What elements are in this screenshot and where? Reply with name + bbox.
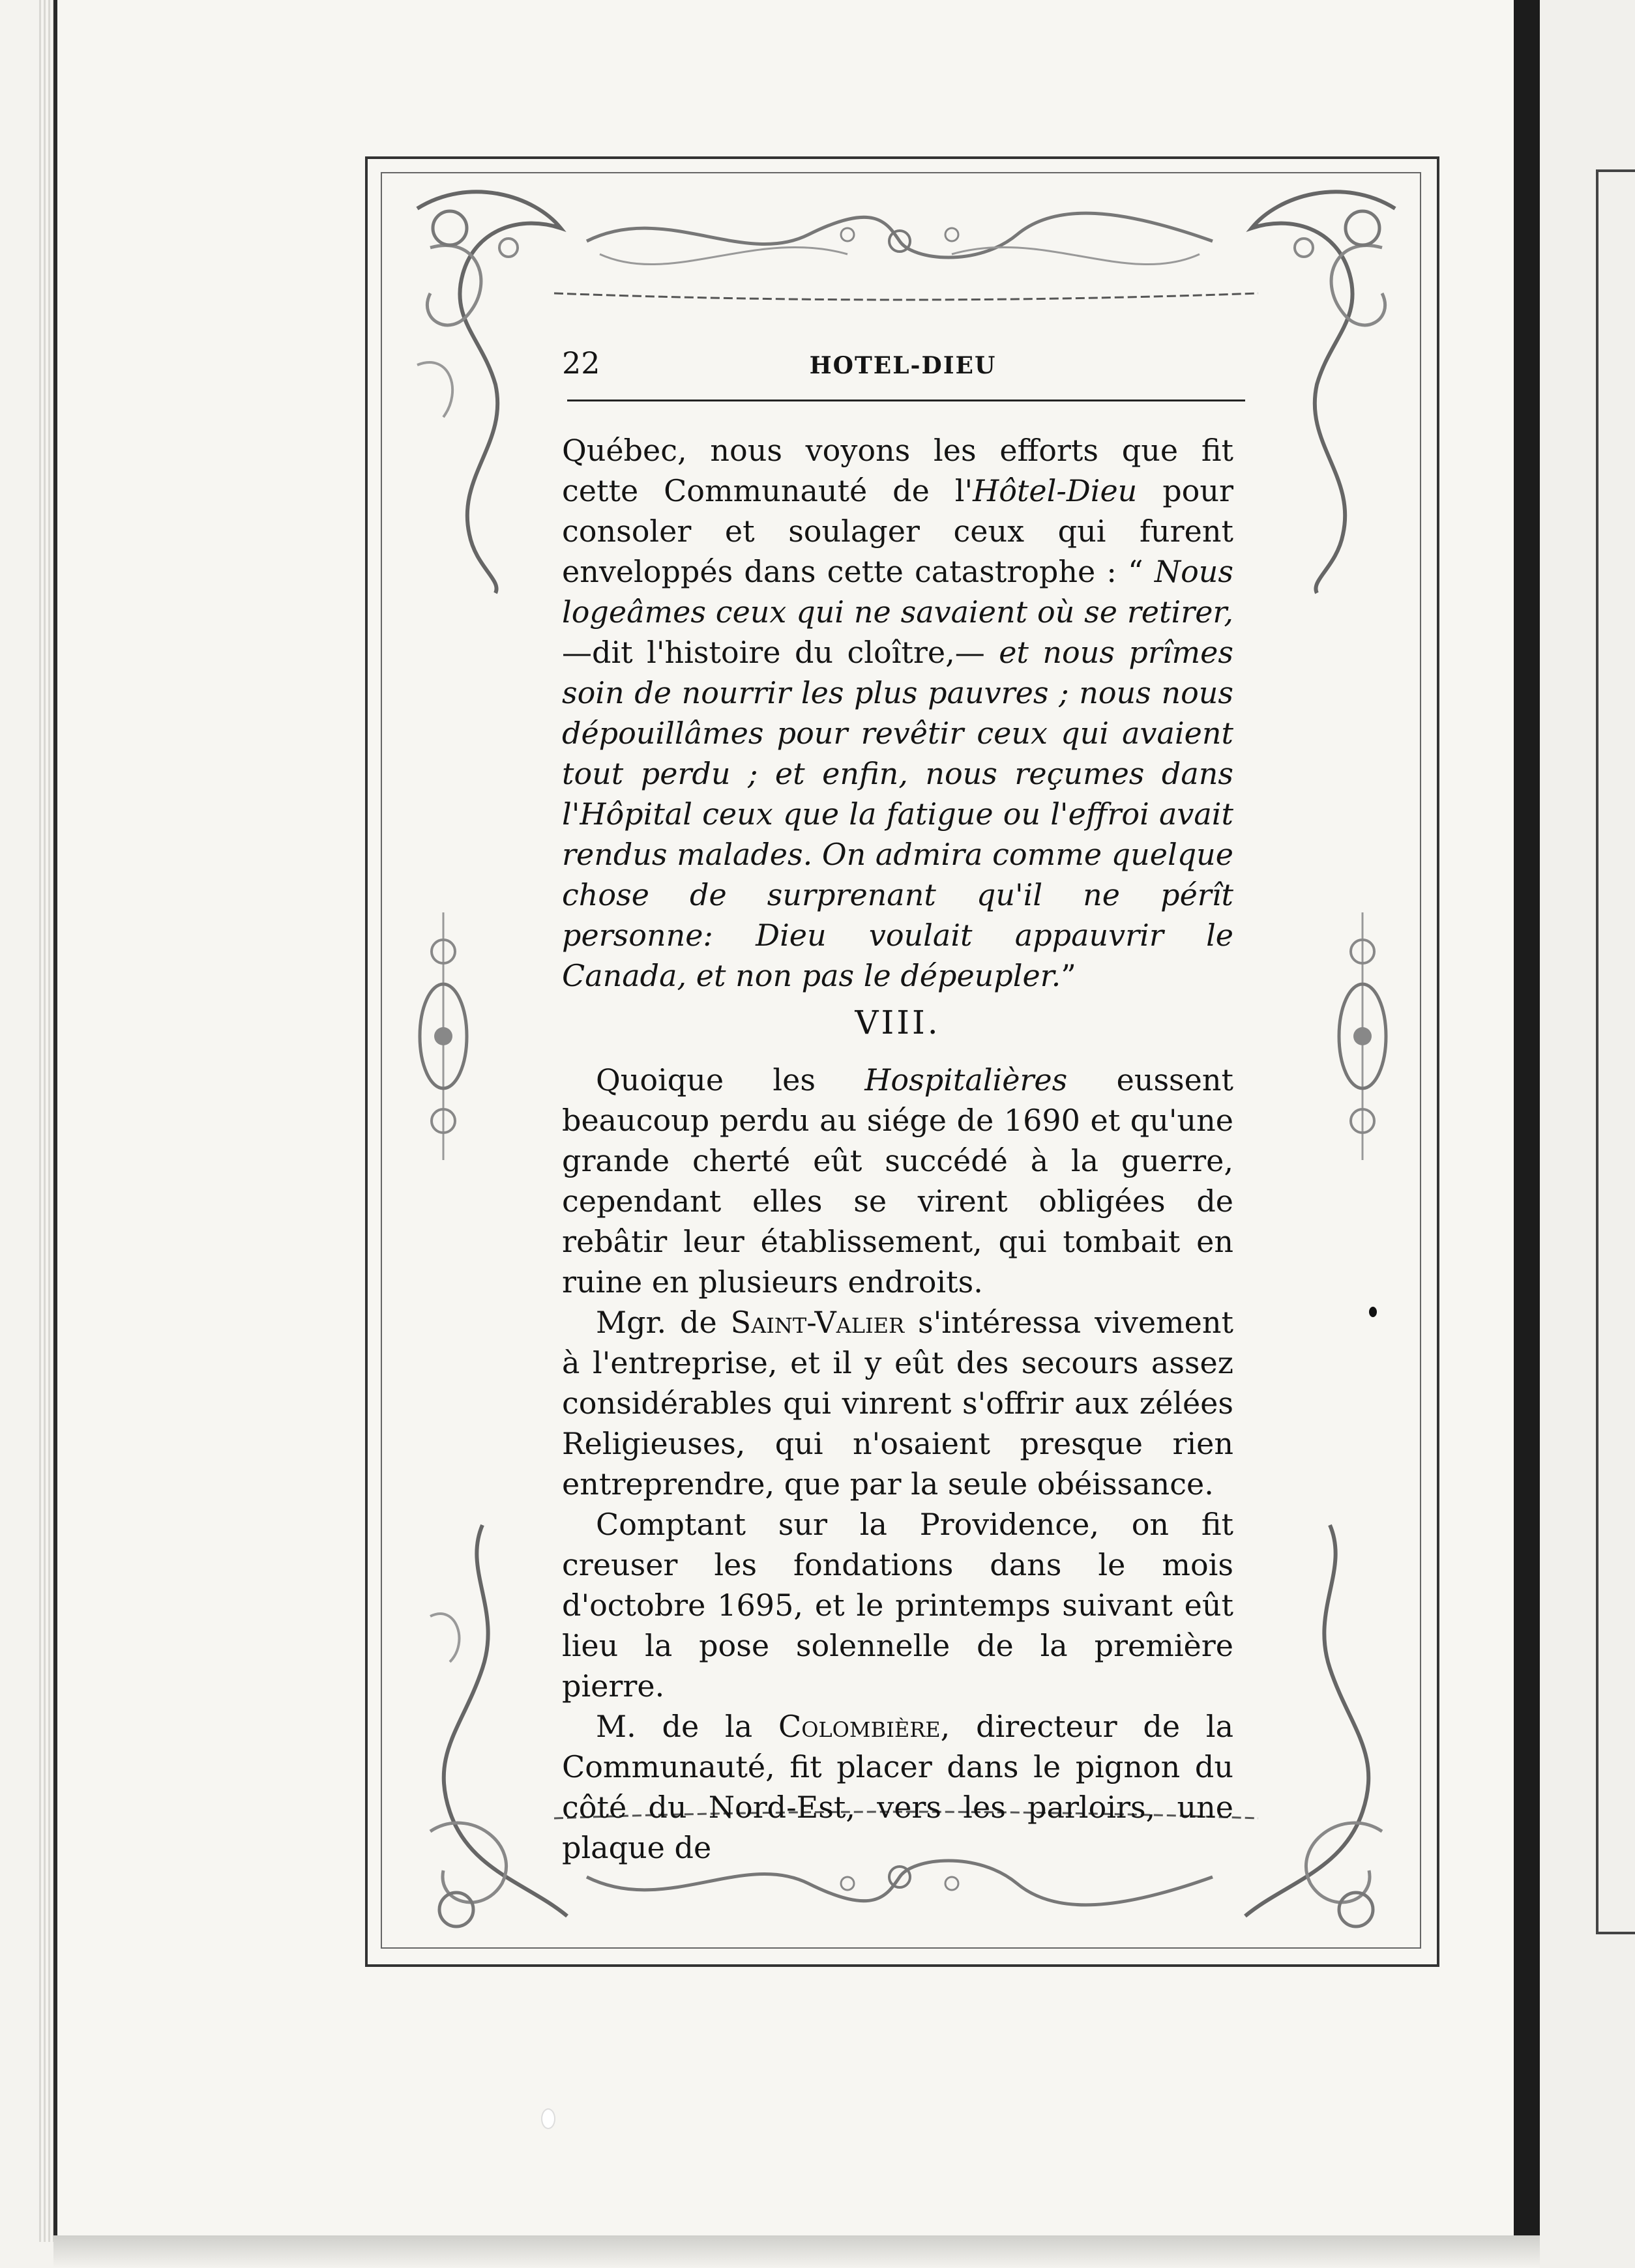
scan-bottom-shadow — [53, 2235, 1540, 2268]
page-body — [562, 430, 1233, 1868]
paragraph-continued — [562, 430, 1233, 996]
small-caps-name: Colombière — [778, 1709, 941, 1744]
paragraph — [562, 1706, 1233, 1868]
quotation: et nous prîmes soin de nourrir les plus pauvres ; nous nous dépouillâmes pour revêtir ceux qui avaient tout perdu ; et enfin, nous reçumes dans l'Hôpital ceux que la fatigue ou l'effroi avait rendus malades. On admira comme quelque chose de surprenant qu'il ne pérît personne: Dieu voulait appauvrir le Canada, et non pas le dépeupler. — [562, 635, 1233, 993]
left-side-medallion — [411, 912, 476, 1160]
book-spine-shadow — [1514, 0, 1540, 2268]
paragraph — [562, 1060, 1233, 1302]
running-title: HOTEL-DIEU — [809, 352, 997, 379]
closing-quote: ” — [1061, 958, 1076, 993]
facing-page-frame — [1596, 169, 1635, 1934]
text-run: M. de la — [596, 1709, 778, 1744]
italic-term: Hospitalières — [864, 1062, 1068, 1098]
text-run: s'intéressa vivement à l'entreprise, et il y eût des secours assez considérables qui vinrent s'offrir aux zélées Religieuses, qui n'osaient presque rien entreprendre, que par la seule obéissance. — [562, 1305, 1233, 1502]
text-run: Québec, nous voyons les efforts que fit cette Communauté de l' — [562, 433, 1233, 508]
scan-speck — [541, 2108, 555, 2129]
corner-ornament-top-right — [1226, 169, 1421, 600]
italic-term: Hôtel-Dieu — [973, 473, 1138, 508]
paragraph: Comptant sur la Providence, on fit creuser les fondations dans le mois d'octobre 1695, et le printemps suivant eût lieu la pose solennelle de la première pierre. — [562, 1507, 1233, 1704]
text-run: , directeur de la Communauté, fit placer dans le pignon du côté du Nord-Est, vers les parloirs, une plaque de — [562, 1709, 1234, 1865]
text-run: Mgr. de — [596, 1305, 731, 1340]
text-run: pour consoler et soulager ceux qui furent enveloppés dans cette catastrophe : “ — [562, 473, 1233, 589]
small-caps-name: Saint-Valier — [730, 1305, 905, 1340]
quotation: Nous logeâmes ceux qui ne savaient où se retirer, — [562, 554, 1233, 630]
text-run: —dit l'histoire du cloître,— — [562, 635, 999, 670]
text-run: Quoique les — [596, 1062, 865, 1098]
text-run: eussent beaucoup perdu au siége de 1690 et qu'une grande cherté eût succédé à la guerre, cependant elles se virent obligées de rebâtir leur établissement, qui tombait en ruine en plusieurs endroits. — [562, 1062, 1233, 1300]
corner-ornament-top-left — [391, 169, 587, 600]
running-head — [562, 345, 1244, 398]
page-number: 22 — [562, 345, 600, 381]
right-side-medallion — [1330, 912, 1395, 1160]
section-heading: VIII. — [855, 1004, 941, 1041]
header-rule — [567, 400, 1245, 401]
paragraph — [562, 1302, 1233, 1504]
